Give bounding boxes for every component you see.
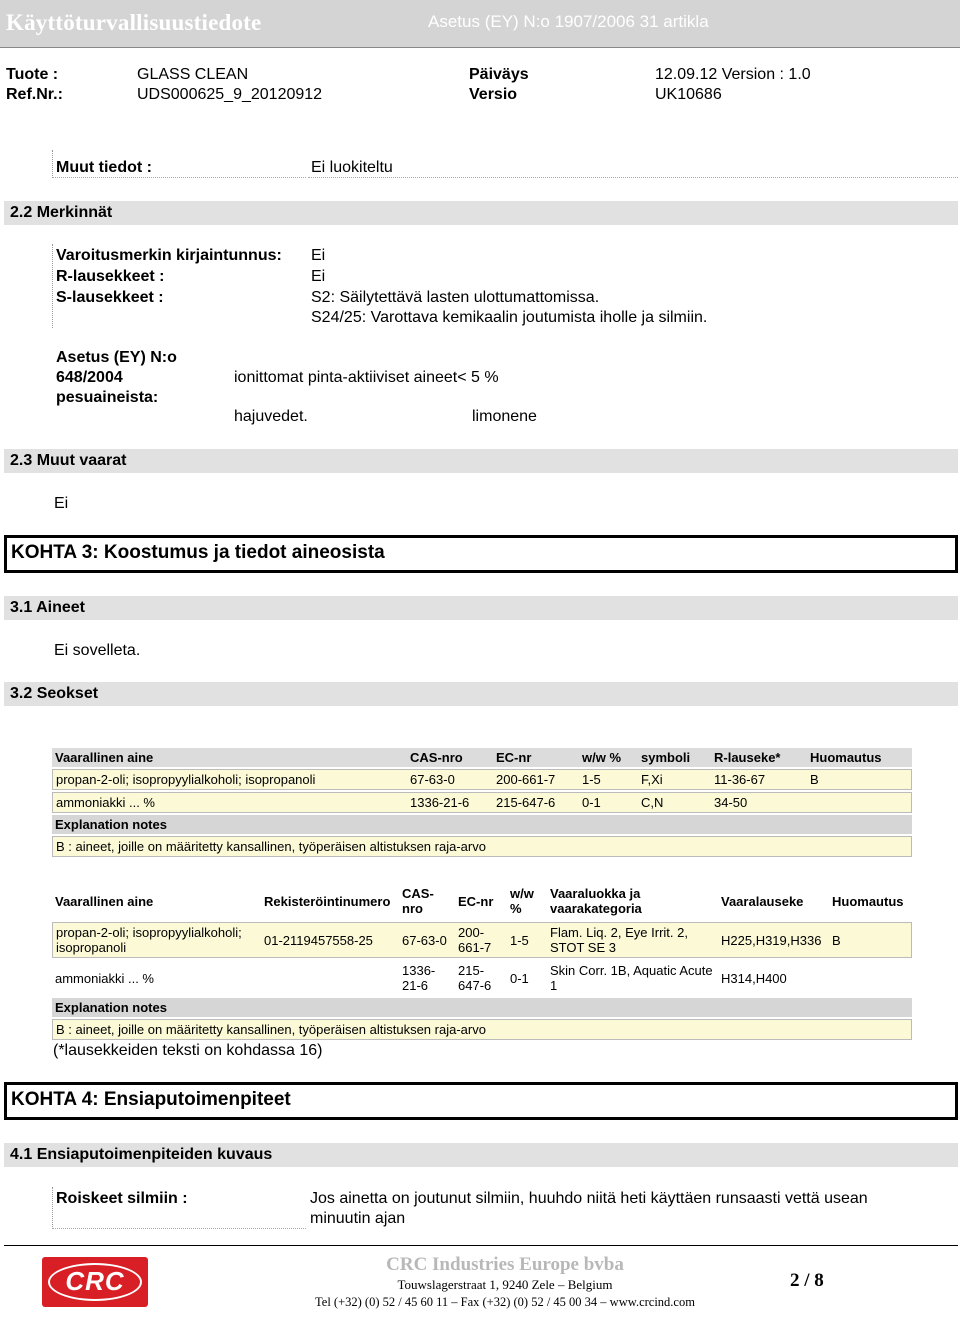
- note-row: [52, 1019, 912, 1040]
- product-value: GLASS CLEAN: [137, 66, 249, 83]
- logo-text: CRC: [65, 1266, 125, 1296]
- table-cell: 67-63-0: [407, 769, 493, 790]
- signal-word-label: Varoitusmerkin kirjaintunnus:: [56, 247, 282, 264]
- table-cell: ammoniakki ... %: [52, 792, 407, 813]
- table-cell: propan-2-oli; isopropyylialkoholi; isopropanoli: [52, 769, 407, 790]
- column-header: symboli: [638, 748, 711, 767]
- table-cell: 1336-21-6: [407, 792, 493, 813]
- version-value: UK10686: [655, 86, 722, 103]
- table-row: [52, 792, 912, 813]
- mixtures-table-dsd: [52, 746, 912, 859]
- detergent-reg-perfumes: hajuvedet.: [234, 408, 308, 425]
- ref-label: Ref.Nr.:: [6, 86, 63, 103]
- column-header: Vaarallinen aine: [55, 893, 154, 909]
- table-cell: 1336-21-6: [402, 963, 436, 993]
- table-cell: ammoniakki ... %: [55, 970, 154, 986]
- date-value: 12.09.12 Version : 1.0: [655, 66, 811, 83]
- table-cell: H225,H319,H336: [718, 922, 829, 958]
- r-phrases-label: R-lausekkeet :: [56, 268, 165, 285]
- eye-contact-label: Roiskeet silmiin :: [56, 1190, 188, 1207]
- section-4-heading: KOHTA 4: Ensiaputoimenpiteet: [4, 1082, 958, 1120]
- note-text: B : aineet, joille on määritetty kansallinen, työperäisen altistuksen raja-arvo: [52, 836, 912, 857]
- notes-header-row: [52, 998, 912, 1017]
- s-phrase-s24-25: S24/25: Varottava kemikaalin joutumista iholle ja silmiin.: [311, 309, 708, 326]
- table-cell: 67-63-0: [399, 922, 455, 958]
- product-label: Tuote :: [6, 66, 59, 83]
- column-header: Vaaralauseke: [721, 893, 804, 909]
- detergent-reg-label-1: Asetus (EY) N:o: [56, 349, 177, 366]
- note-row: [52, 836, 912, 857]
- crc-logo: [42, 1257, 148, 1307]
- column-header: CAS-nro: [402, 886, 434, 916]
- table-cell: 1-5: [507, 922, 547, 958]
- other-hazards-value: Ei: [54, 495, 69, 512]
- table-cell: 215-647-6: [493, 792, 579, 813]
- table-cell: 200-661-7: [455, 922, 507, 958]
- table-row: [52, 769, 912, 790]
- footer-company-block: [240, 1254, 770, 1310]
- phrases-footnote: (*lausekkeiden teksti on kohdassa 16): [53, 1042, 323, 1059]
- table-cell: F,Xi: [638, 769, 711, 790]
- table-cell: 0-1: [579, 792, 638, 813]
- page-number: 2 / 8: [790, 1270, 824, 1291]
- table-cell: C,N: [638, 792, 711, 813]
- table-cell: 215-647-6: [458, 963, 492, 993]
- column-header: R-lauseke*: [711, 748, 807, 767]
- section-4-1-title: 4.1 Ensiaputoimenpiteiden kuvaus: [4, 1143, 958, 1167]
- column-header: EC-nr: [493, 748, 579, 767]
- document-title: Käyttöturvallisuustiedote: [6, 10, 262, 35]
- note-text: B : aineet, joille on määritetty kansallinen, työperäisen altistuksen raja-arvo: [52, 1019, 912, 1040]
- eye-contact-text-1: Jos ainetta on joutunut silmiin, huuhdo niitä heti käyttäen runsaasti vettä usean: [310, 1190, 868, 1207]
- mixtures-table-clp: [52, 880, 912, 1042]
- signal-word-value: Ei: [311, 247, 326, 264]
- table-header-row: [52, 882, 912, 920]
- section-2-2-title: 2.2 Merkinnät: [4, 201, 958, 225]
- detergent-reg-limonene: limonene: [472, 408, 537, 425]
- table-row: [52, 960, 912, 996]
- label-divider: [52, 244, 53, 328]
- other-info-value: Ei luokiteltu: [311, 159, 393, 176]
- s-phrase-s2: S2: Säilytettävä lasten ulottumattomissa.: [311, 289, 600, 306]
- version-label: Versio: [469, 86, 518, 103]
- notes-title: Explanation notes: [52, 998, 912, 1017]
- section-3-2-title: 3.2 Seokset: [4, 682, 958, 706]
- detergent-reg-label-3: pesuaineista:: [56, 389, 159, 406]
- table-header-row: [52, 748, 912, 767]
- regulation-reference: Asetus (EY) N:o 1907/2006 31 artikla: [428, 12, 709, 31]
- s-phrases-label: S-lausekkeet :: [56, 289, 164, 306]
- eye-contact-text-2: minuutin ajan: [310, 1210, 406, 1227]
- column-header: Huomautus: [807, 748, 912, 767]
- section-2-3-title: 2.3 Muut vaarat: [4, 449, 958, 473]
- table-cell: B: [807, 769, 912, 790]
- table-cell: 1-5: [579, 769, 638, 790]
- ref-value: UDS000625_9_20120912: [137, 86, 323, 103]
- table-cell: [807, 792, 912, 813]
- section-3-heading: KOHTA 3: Koostumus ja tiedot aineosista: [4, 535, 958, 573]
- r-phrases-value: Ei: [311, 268, 326, 285]
- date-label: Päiväys: [469, 66, 529, 83]
- table-cell: 34-50: [711, 792, 807, 813]
- column-header: CAS-nro: [407, 748, 493, 767]
- table-cell: [261, 960, 399, 996]
- table-cell: 11-36-67: [711, 769, 807, 790]
- table-cell: 01-2119457558-25: [261, 922, 399, 958]
- table-cell: [829, 960, 912, 996]
- column-header: w/w %: [510, 886, 534, 916]
- table-cell: 200-661-7: [493, 769, 579, 790]
- company-name: CRC Industries Europe bvba: [386, 1254, 624, 1275]
- substances-value: Ei sovelleta.: [54, 642, 141, 659]
- other-info-value-box: [308, 150, 958, 178]
- other-info-label: Muut tiedot :: [56, 159, 152, 176]
- column-header: Vaarallinen aine: [52, 748, 407, 767]
- table-row: [52, 922, 912, 958]
- section-3-1-title: 3.1 Aineet: [4, 596, 958, 620]
- column-header: Vaaraluokka ja vaarakategoria: [550, 886, 642, 916]
- column-header: Rekisteröintinumero: [264, 893, 391, 909]
- notes-header-row: [52, 815, 912, 834]
- table-cell: Skin Corr. 1B, Aquatic Acute 1: [550, 963, 713, 993]
- table-cell: B: [829, 922, 912, 958]
- detergent-reg-surfactants: ionittomat pinta-aktiiviset aineet< 5 %: [234, 369, 499, 386]
- column-header: w/w %: [579, 748, 638, 767]
- column-header: EC-nr: [458, 893, 494, 909]
- footer-divider: [4, 1245, 958, 1246]
- company-contact: Tel (+32) (0) 52 / 45 60 11 – Fax (+32) (0) 52 / 45 00 34 – www.crcind.com: [315, 1295, 695, 1309]
- notes-title: Explanation notes: [52, 815, 912, 834]
- table-cell: Flam. Liq. 2, Eye Irrit. 2, STOT SE 3: [547, 922, 718, 958]
- company-address: Touwslagerstraat 1, 9240 Zele – Belgium: [397, 1277, 613, 1292]
- detergent-reg-label-2: 648/2004: [56, 369, 123, 386]
- column-header: Huomautus: [832, 893, 904, 909]
- table-cell: 0-1: [510, 970, 529, 986]
- table-cell: H314,H400: [721, 970, 787, 986]
- table-cell: propan-2-oli; isopropyylialkoholi; isopropanoli: [52, 922, 261, 958]
